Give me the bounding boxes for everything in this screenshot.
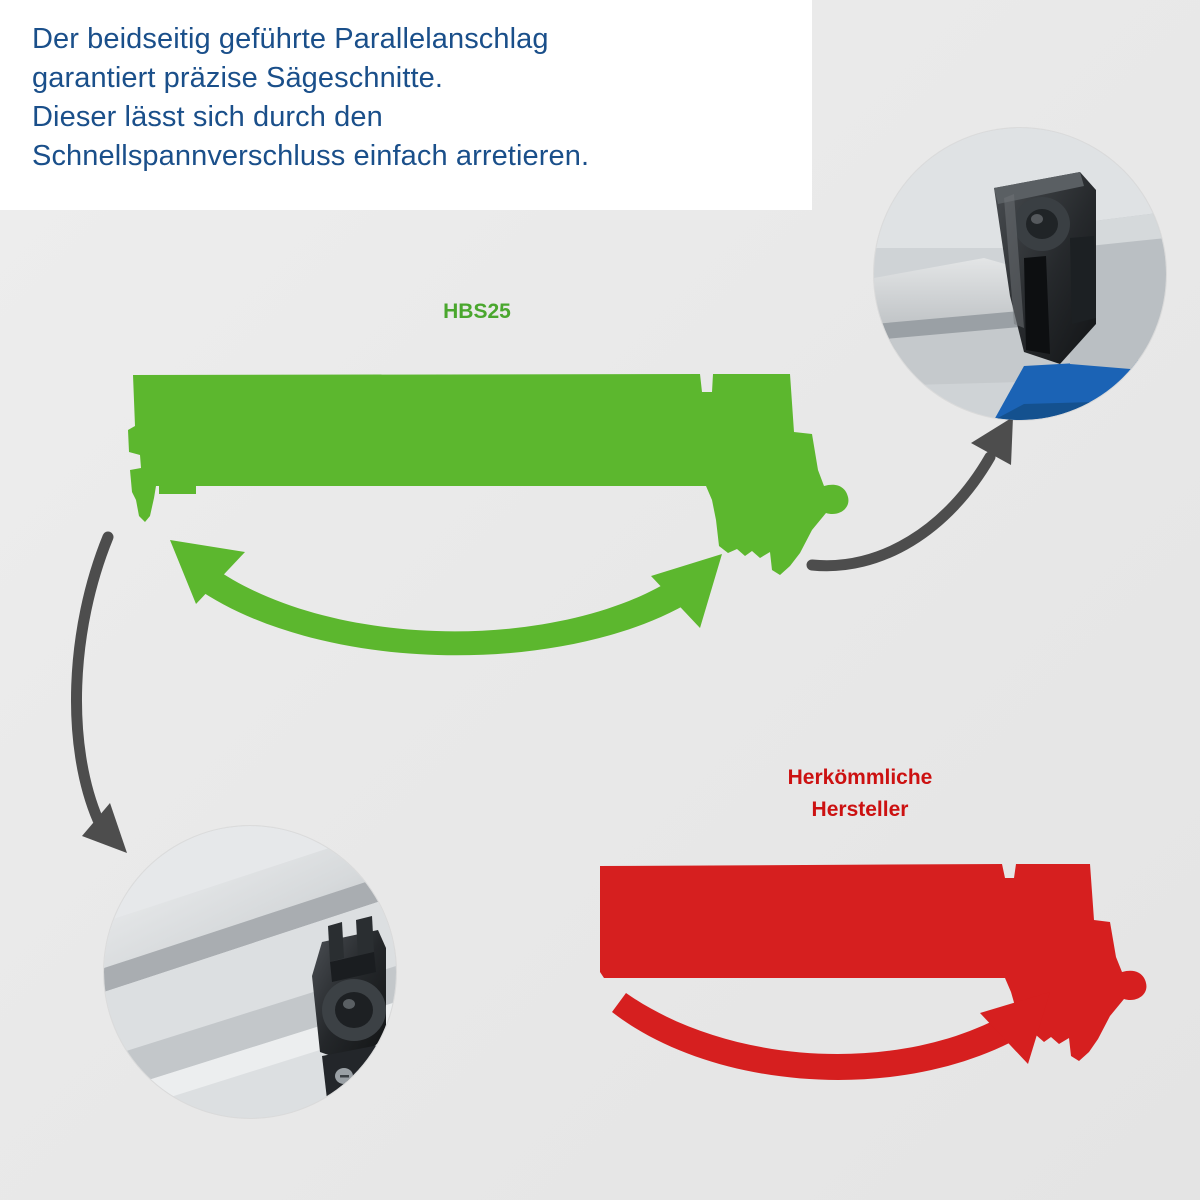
single-ended-guide-arrow-head <box>980 992 1050 1064</box>
callout-arrow-to-bottom-photo-head <box>82 803 127 853</box>
caption-line-4: Schnellspannverschluss einfach arretieren. <box>32 140 590 172</box>
callout-arrow-to-bottom-photo <box>76 537 108 820</box>
photo-quick-release-clamp <box>874 128 1166 420</box>
callout-arrow-to-top-photo-head <box>971 417 1013 465</box>
caption-line-3: Dieser lässt sich durch den <box>32 101 383 133</box>
caption-box <box>0 0 812 210</box>
caption-line-1: Der beidseitig geführte Parallelanschlag <box>32 23 549 55</box>
photo-fence-guide-shoe <box>104 826 396 1118</box>
callout-arrow-to-top-photo <box>812 457 990 566</box>
double-ended-guide-arrow-head-right <box>651 554 722 628</box>
label-conventional-line-1: Herkömmliche <box>787 766 933 789</box>
label-hbs25: HBS25 <box>443 300 511 323</box>
hbs25-fence-left-notch <box>159 486 196 494</box>
conventional-fence-silhouette <box>600 864 1146 1061</box>
hbs25-fence-silhouette <box>128 374 848 575</box>
label-conventional-manufacturer <box>715 762 1005 826</box>
caption-line-2: garantiert präzise Sägeschnitte. <box>32 62 444 94</box>
double-ended-guide-arrow-head-left <box>170 540 245 604</box>
single-ended-guide-arrow <box>612 993 1026 1080</box>
label-conventional-line-2: Hersteller <box>811 798 909 821</box>
double-ended-guide-arrow <box>195 567 700 655</box>
